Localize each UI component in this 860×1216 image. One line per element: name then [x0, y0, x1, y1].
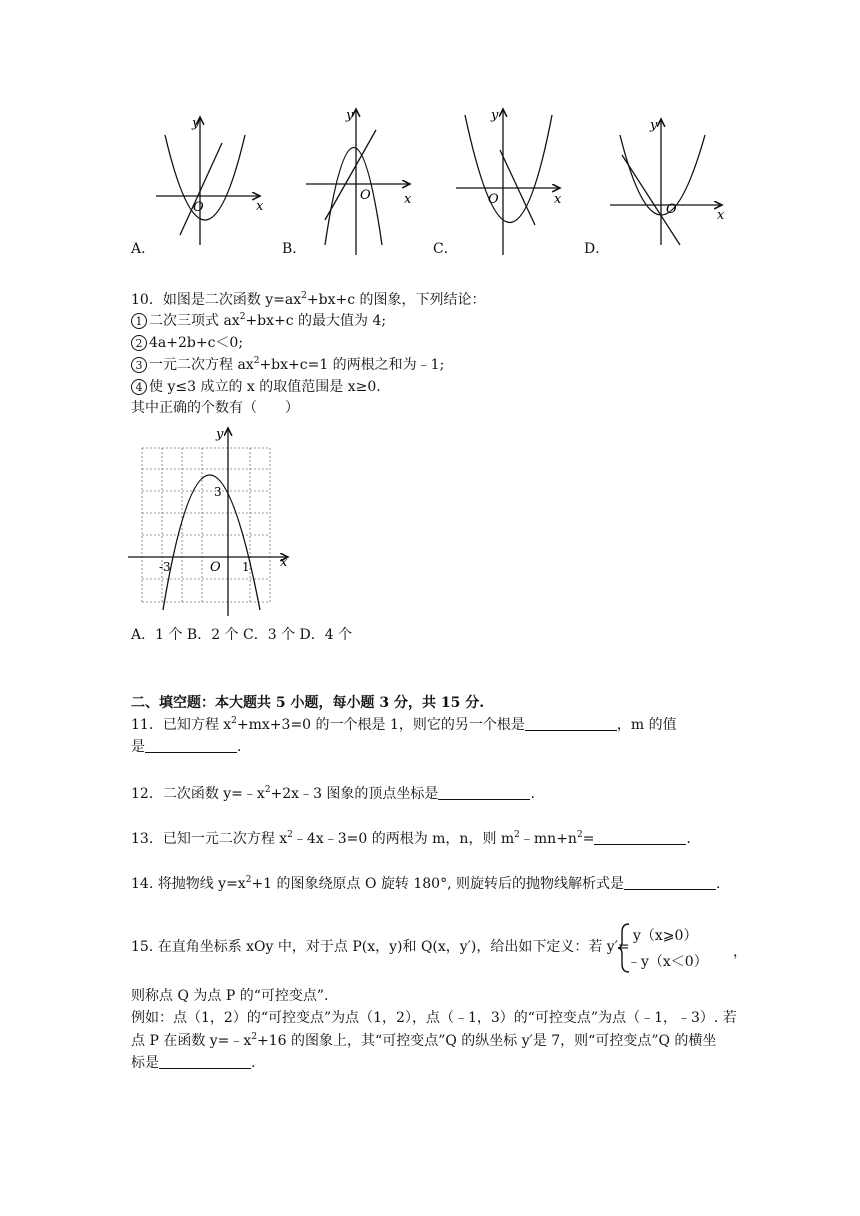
graph-b [306, 109, 410, 255]
q15-comma: ， [733, 944, 747, 960]
answer-blank[interactable] [525, 716, 617, 731]
axis-y-label: y [650, 118, 658, 133]
section-2-title: 二、填空题：本大题共 5 小题，每小题 3 分，共 15 分. [131, 695, 485, 711]
graph-d [610, 119, 722, 245]
axis-x-label: x [717, 208, 725, 223]
answer-blank[interactable] [594, 830, 686, 845]
graph-tick-1: 1 [242, 560, 250, 574]
origin-label: O [666, 202, 677, 217]
option-d-label: D． [584, 241, 610, 257]
q12: 12．二次函数 $y=﹣x^2+2x﹣3$ 图象的顶点坐标是 . [131, 785, 535, 802]
graph-c [456, 109, 560, 255]
answer-blank[interactable] [624, 875, 716, 890]
axis-y-label: y [491, 108, 499, 123]
option-a-label: A． [131, 241, 156, 257]
q15-line5: 标是 . [131, 1055, 256, 1071]
q14: 14. 将抛物线 $y=x^2+1$ 的图象绕原点 O 旋转 180°, 则旋转后的抛物线解析式是 . [131, 875, 721, 892]
piecewise-case-1: y（x⩾0） [633, 928, 698, 944]
q10-answers: A．1 个 B．2 个 C．3 个 D．4 个 [131, 627, 353, 643]
graph-origin-label: O [210, 560, 221, 575]
parabola-b [325, 148, 382, 246]
q11-line1: 11．已知方程 $x^2+mx+3=0$ 的一个根是 1，则它的另一个根是 ，m 的值 [131, 716, 677, 733]
axis-x-label: x [404, 192, 412, 207]
axis-y-label: y [192, 116, 200, 131]
q15-line2: 则称点 Q 为点 P 的“可控变点”. [131, 988, 329, 1004]
parabola-d [620, 135, 705, 215]
q10-statement-1: 1 二次三项式 $ax^2+bx+c$ 的最大值为 4; [131, 311, 386, 331]
q11-line2: 是 . [131, 739, 242, 755]
graph-y-label: y [216, 427, 224, 442]
axis-x-label: x [256, 199, 264, 214]
line-a [180, 143, 222, 235]
q13: 13．已知一元二次方程 $x^2﹣4x﹣3=0$ 的两根为 m，n，则 $m^2﹣mn+n^2=$ . [131, 830, 691, 847]
q10-graph [128, 424, 298, 619]
q10-question: 其中正确的个数有（ ） [131, 400, 299, 416]
q10-statement-2: 2 4a+2b+c＜0; [131, 333, 243, 353]
origin-label: O [488, 192, 499, 207]
origin-label: O [360, 188, 371, 203]
graph-tick-3: 3 [214, 485, 222, 499]
option-c-label: C． [433, 241, 458, 257]
axis-y-label: y [346, 108, 354, 123]
graph-tick-neg3: -3 [159, 560, 171, 574]
axis-x-label: x [554, 192, 562, 207]
piecewise-case-2: ﹣y（x＜0） [627, 954, 708, 970]
q10-stem: 10．如图是二次函数 $y=ax^2+bx+c$ 的图象，下列结论： [131, 291, 486, 308]
origin-label: O [193, 200, 204, 215]
parabola [163, 475, 260, 610]
line-d [622, 155, 680, 245]
grid [142, 448, 270, 602]
q10-statement-4: 4 使 y≤3 成立的 x 的取值范围是 x≥0. [131, 377, 381, 397]
q15-line1: 15. 在直角坐标系 xOy 中，对于点 P(x，y)和 Q(x，y′)，给出如下定义：若 y′= [131, 939, 630, 955]
answer-blank[interactable] [159, 1054, 251, 1069]
piecewise-definition [617, 922, 727, 974]
answer-blank[interactable] [438, 785, 530, 800]
q9-graphs [120, 95, 740, 260]
q15-line3: 例如：点（1，2）的“可控变点”为点（1，2），点（﹣1，3）的“可控变点”为点（﹣1，﹣3）. 若 [131, 1010, 737, 1026]
answer-blank[interactable] [145, 738, 237, 753]
q15-line4: 点 P 在函数 $y=﹣x^2+16$ 的图象上，其“可控变点”Q 的纵坐标 y′是 7，则“可控变点”Q 的横坐 [131, 1032, 717, 1049]
option-b-label: B． [282, 241, 307, 257]
graph-a [156, 117, 260, 245]
graph-x-label: x [280, 555, 288, 570]
q10-statement-3: 3 一元二次方程 $ax^2+bx+c=1$ 的两根之和为﹣1; [131, 355, 444, 375]
parabola-a [165, 135, 245, 220]
